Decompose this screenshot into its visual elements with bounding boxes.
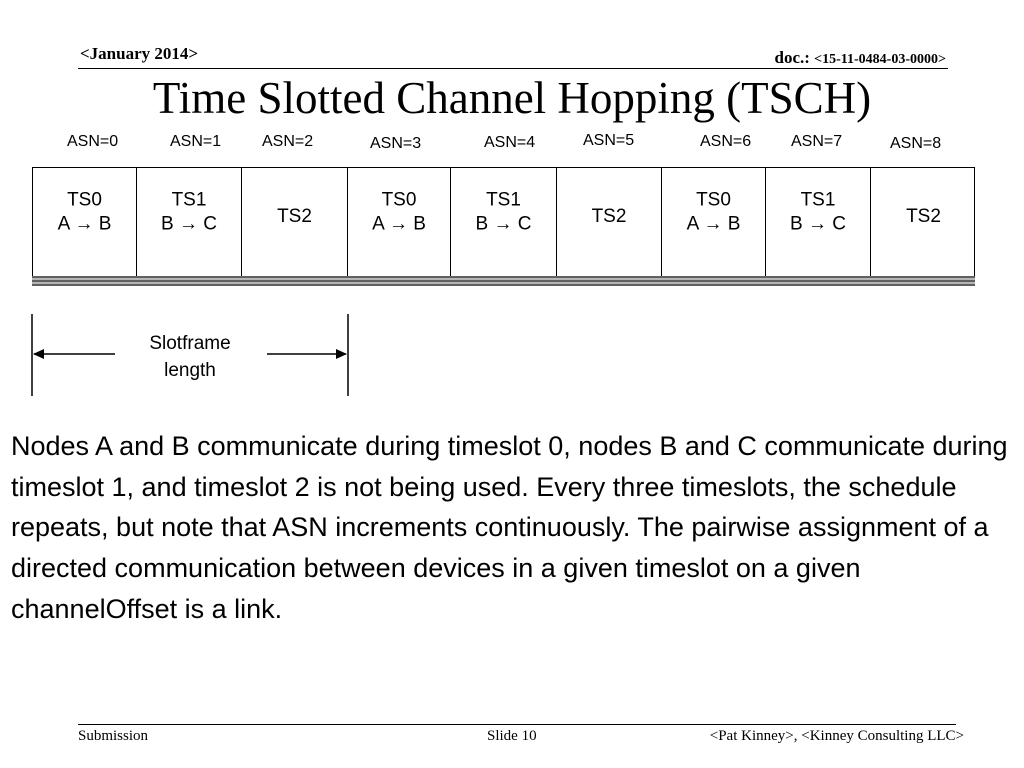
timeslot-link: B → C bbox=[161, 213, 217, 235]
timeslot-cell bbox=[242, 168, 348, 276]
footer-author: <Pat Kinney>, <Kinney Consulting LLC> bbox=[709, 728, 964, 744]
header-date: <January 2014> bbox=[80, 44, 199, 63]
asn-label: ASN=4 bbox=[484, 134, 536, 151]
timeslot-cell bbox=[662, 168, 766, 276]
timeslot-id: TS1 bbox=[486, 189, 521, 211]
asn-label: ASN=0 bbox=[67, 133, 119, 150]
timeslot-link: B → C bbox=[790, 213, 846, 235]
asn-label: ASN=1 bbox=[170, 133, 222, 150]
timeslot-cell bbox=[871, 168, 976, 276]
asn-label: ASN=7 bbox=[791, 133, 843, 150]
footer-submission: Submission bbox=[78, 728, 149, 744]
timeslot-id: TS0 bbox=[381, 189, 417, 211]
footer-rule bbox=[78, 724, 956, 725]
header-doc-prefix: doc.: bbox=[774, 48, 815, 67]
slotframe-label-line1: Slotframe bbox=[149, 333, 231, 354]
arrow-right-icon bbox=[336, 349, 347, 359]
timeslot-id: TS0 bbox=[67, 189, 102, 211]
timeslot-id: TS1 bbox=[171, 189, 207, 211]
asn-label: ASN=5 bbox=[583, 132, 635, 149]
timeslot-cell bbox=[33, 168, 137, 276]
timeslot-cell bbox=[348, 168, 451, 276]
timeslot-id: TS2 bbox=[906, 206, 941, 228]
timeslot-link: B → C bbox=[475, 213, 532, 235]
timeslot-id: TS2 bbox=[277, 206, 312, 228]
slotframe-label bbox=[120, 330, 260, 384]
timeslot-row bbox=[32, 167, 975, 277]
header-rule bbox=[78, 68, 948, 69]
timeslot-cell bbox=[137, 168, 242, 276]
footer-slide-number: Slide 10 bbox=[487, 728, 537, 744]
timeslot-id: TS2 bbox=[591, 206, 627, 228]
slotframe-label-line2: length bbox=[164, 360, 216, 381]
arrow-left-icon bbox=[33, 349, 44, 359]
timeslot-id: TS1 bbox=[800, 189, 836, 211]
header-doc-id bbox=[774, 48, 946, 68]
timeslot-cell bbox=[766, 168, 871, 276]
timeslot-link: A → B bbox=[57, 213, 112, 235]
timeslot-cell bbox=[557, 168, 662, 276]
slide-title: Time Slotted Channel Hopping (TSCH) bbox=[152, 73, 872, 123]
timeslot-id: TS0 bbox=[696, 189, 731, 211]
asn-label: ASN=2 bbox=[262, 133, 314, 150]
header-doc-number: <15-11-0484-03-0000> bbox=[814, 52, 946, 67]
asn-label: ASN=8 bbox=[890, 135, 942, 152]
timeslot-cell bbox=[451, 168, 557, 276]
timeslot-row-shadow bbox=[32, 276, 975, 286]
asn-label: ASN=3 bbox=[370, 135, 422, 152]
timeslot-link: A → B bbox=[686, 213, 741, 235]
body-paragraph: Nodes A and B communicate during timeslot 0, nodes B and C communicate during timeslot 1, and timeslot 2 is not being used. Every three timeslots, the schedule repeats, but note that ASN increments continuously. The pairwise assignment of a directed communication between devices in a given timeslot on a given channelOffset is a link. bbox=[11, 431, 1008, 624]
timeslot-link: A → B bbox=[372, 213, 426, 235]
asn-label: ASN=6 bbox=[700, 133, 752, 150]
